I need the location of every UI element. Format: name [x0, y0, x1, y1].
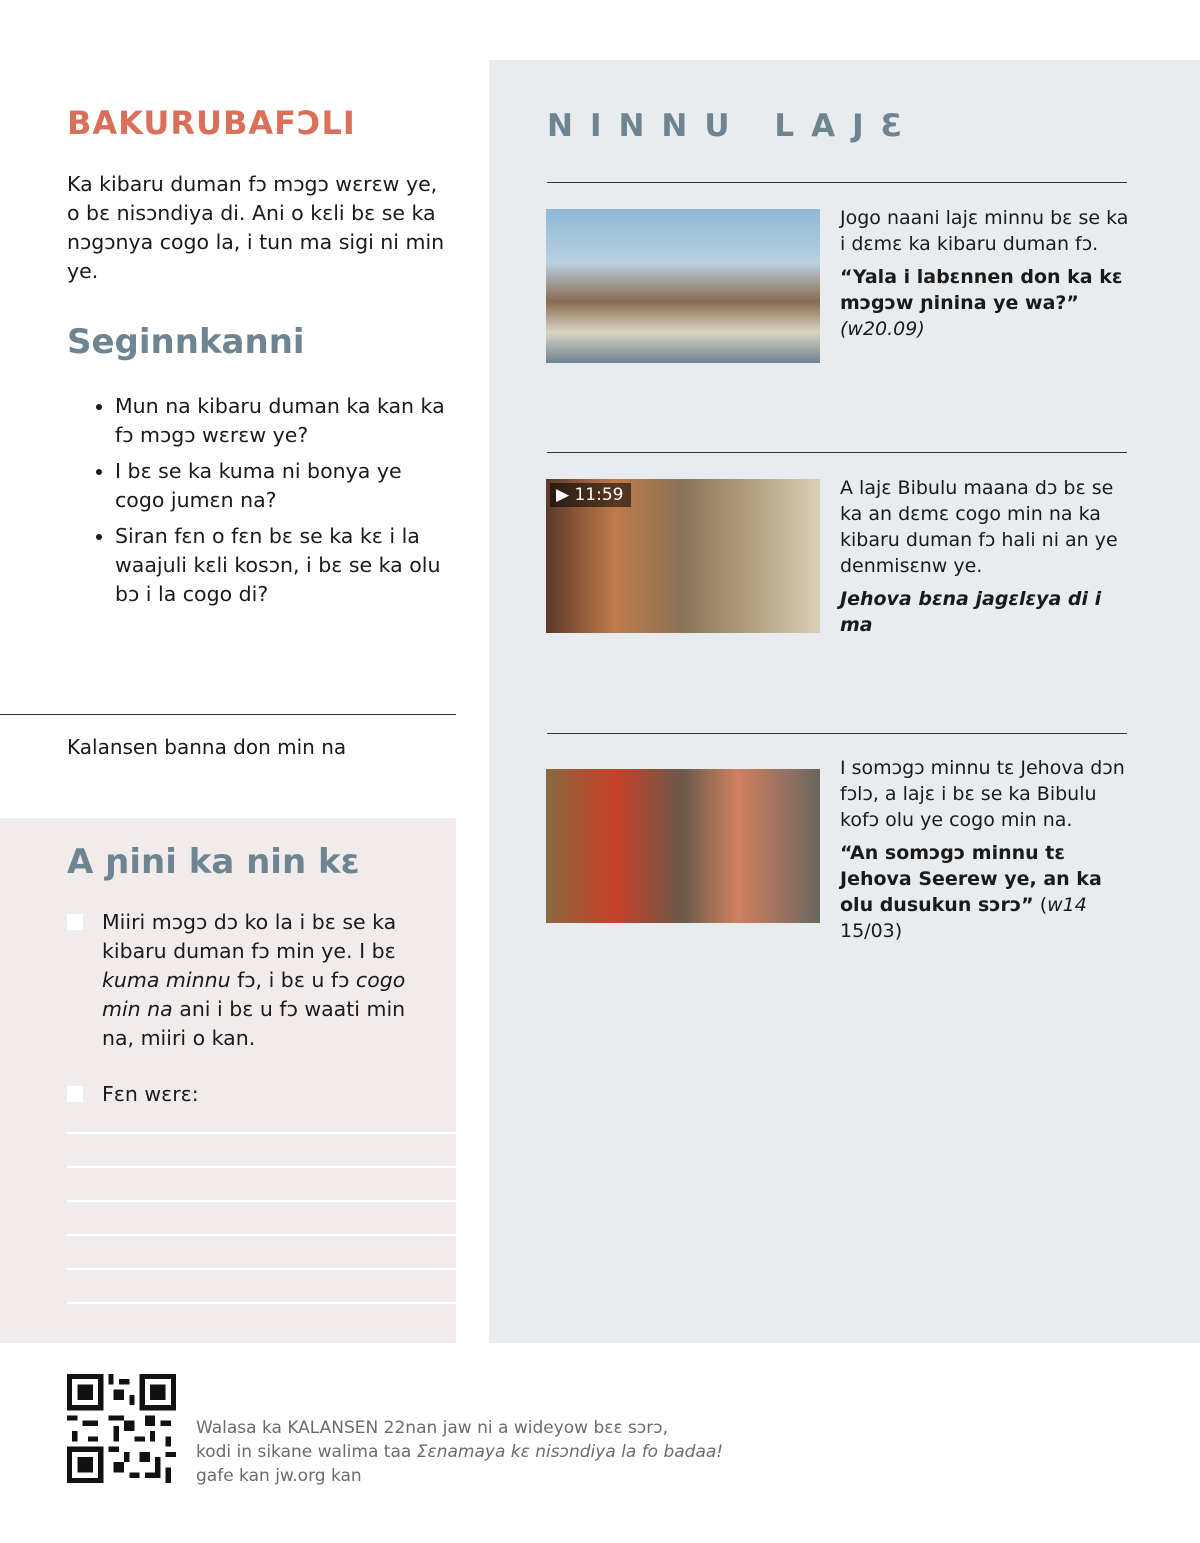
- item-description: Jogo naani lajɛ minnu bɛ se ka i dɛmɛ ka kibaru duman fɔ.: [840, 207, 1129, 255]
- related-item: [840, 475, 1130, 645]
- review-question: • Mun na kibaru duman ka kan ka fɔ mɔgɔ wɛrɛw ye?: [115, 392, 455, 450]
- completion-date-label: Kalansen banna don min na: [67, 735, 347, 759]
- related-title: NINNU LAJƐ: [547, 108, 920, 144]
- video-link[interactable]: Jehova bɛna jagɛlɛya di i ma: [840, 588, 1102, 636]
- related-item: [840, 755, 1130, 951]
- todo-text: fɔ, i bɛ u fɔ: [230, 968, 356, 992]
- todo-text-italic: cogo min na: [102, 968, 406, 1021]
- write-line[interactable]: [67, 1302, 456, 1304]
- article-link[interactable]: “Yala i labɛnnen don ka kɛ mɔgɔw ɲinina ye wa?”: [840, 266, 1123, 314]
- divider: [0, 714, 456, 715]
- article-link[interactable]: “An somɔgɔ minnu tɛ Jehova Seerew ye, an ka olu dusukun sɔrɔ”: [840, 842, 1102, 916]
- qr-code[interactable]: [67, 1374, 176, 1483]
- review-questions: [90, 392, 455, 616]
- todo-text: Miiri mɔgɔ dɔ ko la i bɛ se ka kibaru duman fɔ min ye. I bɛ: [102, 910, 397, 963]
- divider: [547, 182, 1127, 183]
- review-heading: Seginnkanni: [67, 322, 305, 362]
- article-source: (w20.09): [840, 318, 925, 340]
- article-image-couple[interactable]: [546, 769, 820, 923]
- duration-text: 11:59: [574, 485, 624, 505]
- footer-text: [196, 1416, 723, 1488]
- write-line[interactable]: [67, 1132, 456, 1134]
- footer-line: gafe kan jw.org kan: [196, 1466, 362, 1486]
- footer-line: kodi in sikane walima taa: [196, 1442, 417, 1462]
- article-source: (: [1033, 894, 1048, 916]
- todo-item: [67, 1080, 427, 1109]
- todo-text: ani i bɛ u fɔ waati min na, miiri o kan.: [102, 997, 406, 1050]
- write-line[interactable]: [67, 1200, 456, 1202]
- video-thumbnail[interactable]: [546, 479, 820, 633]
- todo-text-italic: kuma minnu: [102, 968, 231, 992]
- video-duration: [550, 483, 631, 507]
- play-icon: ▶: [556, 485, 575, 505]
- intro-text: Ka kibaru duman fɔ mɔgɔ wɛrɛw ye, o bɛ nisɔndiya di. Ani o kɛli bɛ se ka nɔgɔnya cogo la, i tun ma sigi ni min ye.: [67, 172, 445, 283]
- todo-item: [67, 908, 427, 1053]
- review-question: • I bɛ se ka kuma ni bonya ye cogo jumɛn na?: [115, 457, 455, 515]
- todo-text: Fɛn wɛrɛ:: [102, 1082, 199, 1106]
- divider: [547, 452, 1127, 453]
- article-source: w14: [1047, 894, 1087, 916]
- todo-heading: A ɲini ka nin kɛ: [67, 842, 360, 882]
- write-line[interactable]: [67, 1234, 456, 1236]
- related-item: [840, 205, 1130, 342]
- article-source: 15/03): [840, 920, 903, 942]
- item-description: A lajɛ Bibulu maana dɔ bɛ se ka an dɛmɛ cogo min na ka kibaru duman fɔ hali ni an ye denmisɛnw ye.: [840, 477, 1118, 577]
- lesson-title: BAKURUBAFƆLI: [67, 104, 356, 142]
- write-line[interactable]: [67, 1268, 456, 1270]
- divider: [547, 733, 1127, 734]
- checkbox[interactable]: [67, 914, 83, 930]
- checkbox[interactable]: [67, 1086, 83, 1102]
- write-line[interactable]: [67, 1166, 456, 1168]
- article-image-fishermen[interactable]: [546, 209, 820, 363]
- item-description: I somɔgɔ minnu tɛ Jehova dɔn fɔlɔ, a lajɛ i bɛ se ka Bibulu kofɔ olu ye cogo min na.: [840, 757, 1125, 831]
- review-question: • Siran fɛn o fɛn bɛ se ka kɛ i la waajuli kɛli kosɔn, i bɛ se ka olu bɔ i la cogo di?: [115, 522, 455, 609]
- book-title: Ʃɛnamaya kɛ nisɔndiya la fo badaa!: [416, 1442, 724, 1462]
- footer-line: Walasa ka KALANSEN 22nan jaw ni a wideyow bɛɛ sɔrɔ,: [196, 1418, 668, 1438]
